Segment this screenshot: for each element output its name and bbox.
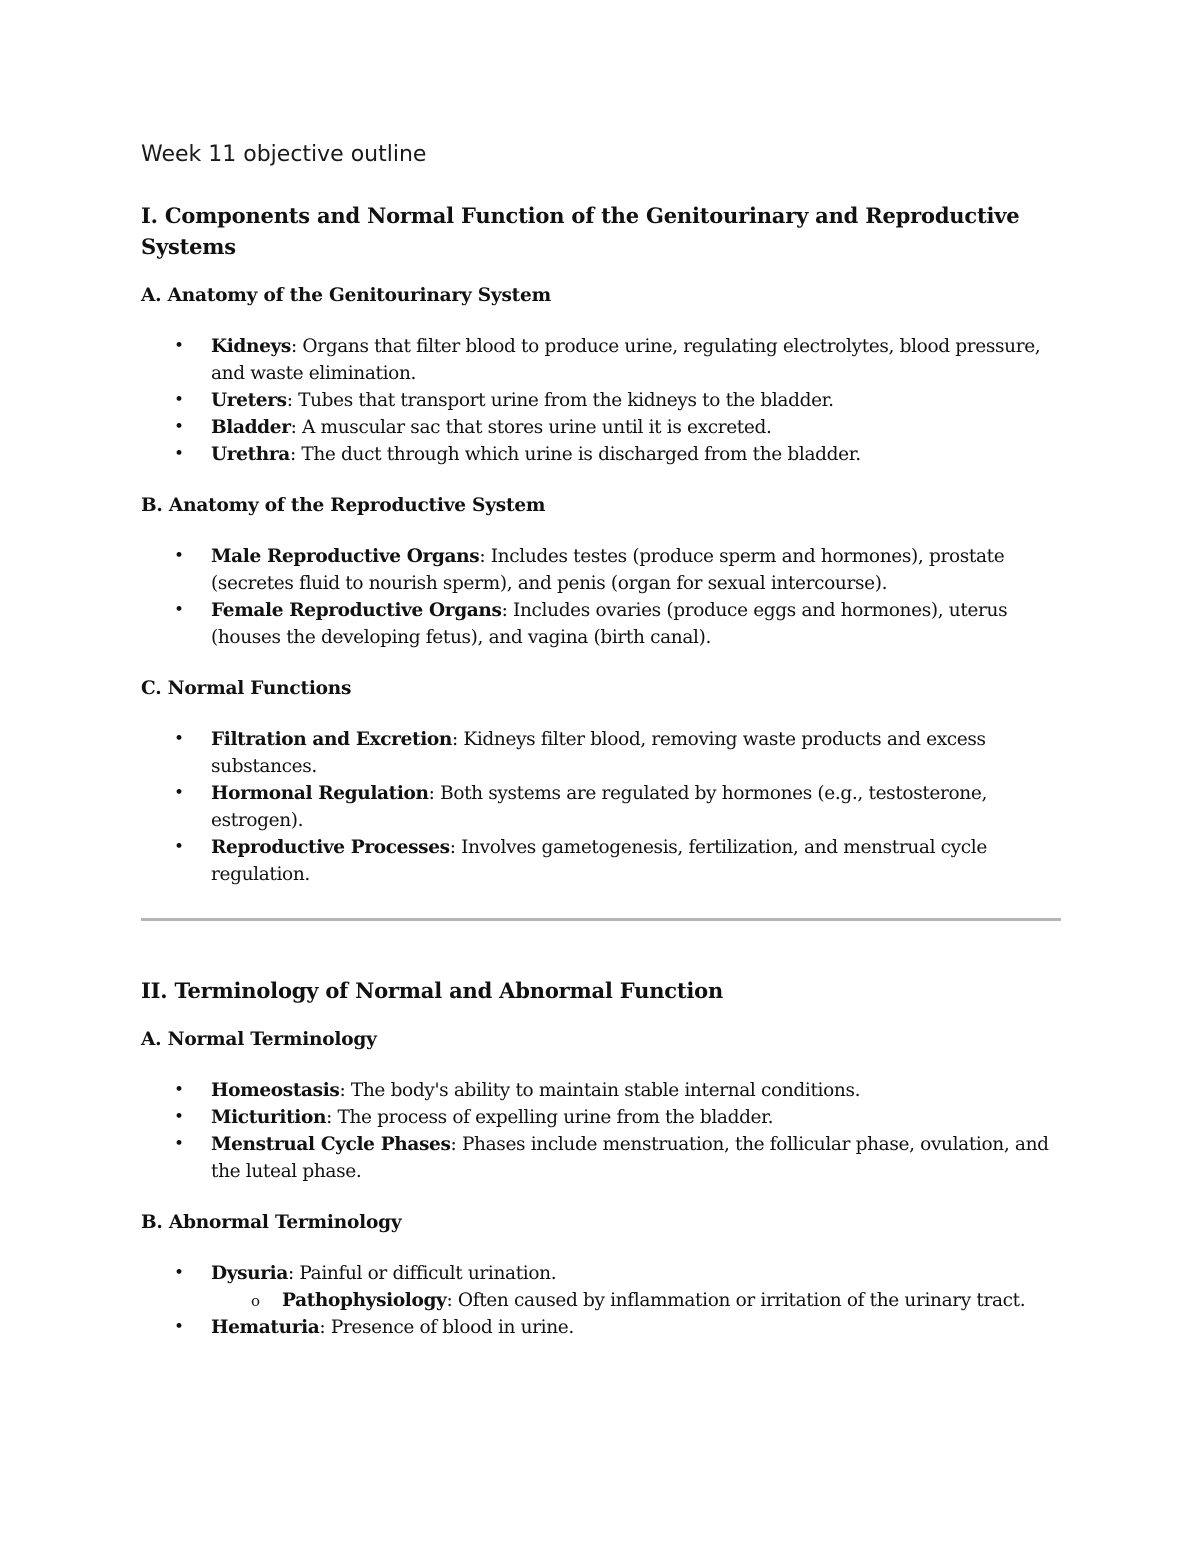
list-item-term: Hematuria — [211, 1317, 320, 1338]
bullet-marker: • — [174, 444, 184, 464]
list-item — [141, 543, 1061, 597]
bullet-marker: • — [174, 1317, 184, 1337]
document-title: Week 11 objective outline — [141, 142, 427, 167]
list-item-text: : Organs that filter blood to produce urine, regulating electrolytes, blood pressure, and waste elimination. — [211, 336, 1041, 384]
list-item-term: Ureters — [211, 390, 287, 411]
bullet-marker: • — [174, 729, 184, 749]
list-item-text: : Includes testes (produce sperm and hormones), prostate (secretes fluid to nourish sperm), and penis (organ for sexual intercourse). — [211, 546, 1005, 594]
document-page — [141, 138, 1061, 1365]
list-item-term: Reproductive Processes — [211, 837, 450, 858]
list-item-text: : Presence of blood in urine. — [319, 1317, 574, 1338]
subsection-heading-1a: A. Anatomy of the Genitourinary System — [141, 285, 551, 306]
bullet-marker: • — [174, 546, 184, 566]
sub-bullet-list — [211, 1287, 1061, 1314]
section-heading-1: I. Components and Normal Function of the Genitourinary and Reproductive Systems — [141, 203, 1020, 259]
list-item — [141, 780, 1061, 834]
list-item — [141, 1260, 1061, 1314]
subsection-heading-1b: B. Anatomy of the Reproductive System — [141, 495, 546, 516]
list-item-term: Kidneys — [211, 336, 291, 357]
list-item — [141, 414, 1061, 441]
bullet-marker: • — [174, 783, 184, 803]
list-item-text: : Painful or difficult urination. — [287, 1263, 557, 1284]
list-item — [141, 726, 1061, 780]
bullet-list-1b — [141, 543, 1061, 651]
list-item-text: : Involves gametogenesis, fertilization, and menstrual cycle regulation. — [211, 837, 987, 885]
bullet-list-2a — [141, 1077, 1061, 1185]
list-item-term: Micturition — [211, 1107, 327, 1128]
list-item-term: Homeostasis — [211, 1080, 340, 1101]
list-item-term: Filtration and Excretion — [211, 729, 452, 750]
list-item-text: : Includes ovaries (produce eggs and hormones), uterus (houses the developing fetus), and vagina (birth canal). — [211, 600, 1008, 648]
list-item-term: Male Reproductive Organs — [211, 546, 480, 567]
list-item-text: : Tubes that transport urine from the kidneys to the bladder. — [286, 390, 834, 411]
list-item — [141, 1314, 1061, 1341]
subsection-heading-1c: C. Normal Functions — [141, 678, 352, 699]
list-item — [141, 1131, 1061, 1185]
bullet-list-1a — [141, 333, 1061, 468]
list-item-term: Female Reproductive Organs — [211, 600, 502, 621]
bullet-marker: • — [174, 390, 184, 410]
bullet-marker: • — [174, 1107, 184, 1127]
sub-list-item — [211, 1287, 1061, 1314]
bullet-marker: • — [174, 600, 184, 620]
bullet-list-1c — [141, 726, 1061, 888]
list-item — [141, 441, 1061, 468]
list-item — [141, 834, 1061, 888]
bullet-list-2b — [141, 1260, 1061, 1341]
list-item — [141, 597, 1061, 651]
list-item — [141, 1077, 1061, 1104]
subsection-heading-2a: A. Normal Terminology — [141, 1029, 377, 1050]
bullet-marker: • — [174, 1263, 184, 1283]
sub-bullet-marker: o — [251, 1292, 260, 1310]
bullet-marker: • — [174, 837, 184, 857]
list-item — [141, 333, 1061, 387]
list-item-text: : A muscular sac that stores urine until it is excreted. — [290, 417, 772, 438]
list-item-text: : Kidneys filter blood, removing waste products and excess substances. — [211, 729, 986, 777]
list-item-text: : The duct through which urine is discharged from the bladder. — [289, 444, 861, 465]
list-item — [141, 387, 1061, 414]
section-heading-2: II. Terminology of Normal and Abnormal Function — [141, 978, 724, 1003]
subsection-heading-2b: B. Abnormal Terminology — [141, 1212, 402, 1233]
bullet-marker: • — [174, 336, 184, 356]
list-item-text: : Both systems are regulated by hormones (e.g., testosterone, estrogen). — [211, 783, 987, 831]
sub-list-item-term: Pathophysiology — [282, 1290, 447, 1311]
bullet-marker: • — [174, 1134, 184, 1154]
horizontal-rule — [141, 918, 1061, 921]
list-item — [141, 1104, 1061, 1131]
list-item-text: : The body's ability to maintain stable internal conditions. — [339, 1080, 861, 1101]
list-item-term: Dysuria — [211, 1263, 288, 1284]
bullet-marker: • — [174, 1080, 184, 1100]
list-item-text: : The process of expelling urine from the bladder. — [326, 1107, 774, 1128]
list-item-term: Hormonal Regulation — [211, 783, 429, 804]
list-item-text: : Phases include menstruation, the follicular phase, ovulation, and the luteal phase. — [211, 1134, 1049, 1182]
bullet-marker: • — [174, 417, 184, 437]
sub-list-item-text: : Often caused by inflammation or irritation of the urinary tract. — [446, 1290, 1026, 1311]
list-item-term: Menstrual Cycle Phases — [211, 1134, 451, 1155]
list-item-term: Bladder — [211, 417, 291, 438]
list-item-term: Urethra — [211, 444, 290, 465]
